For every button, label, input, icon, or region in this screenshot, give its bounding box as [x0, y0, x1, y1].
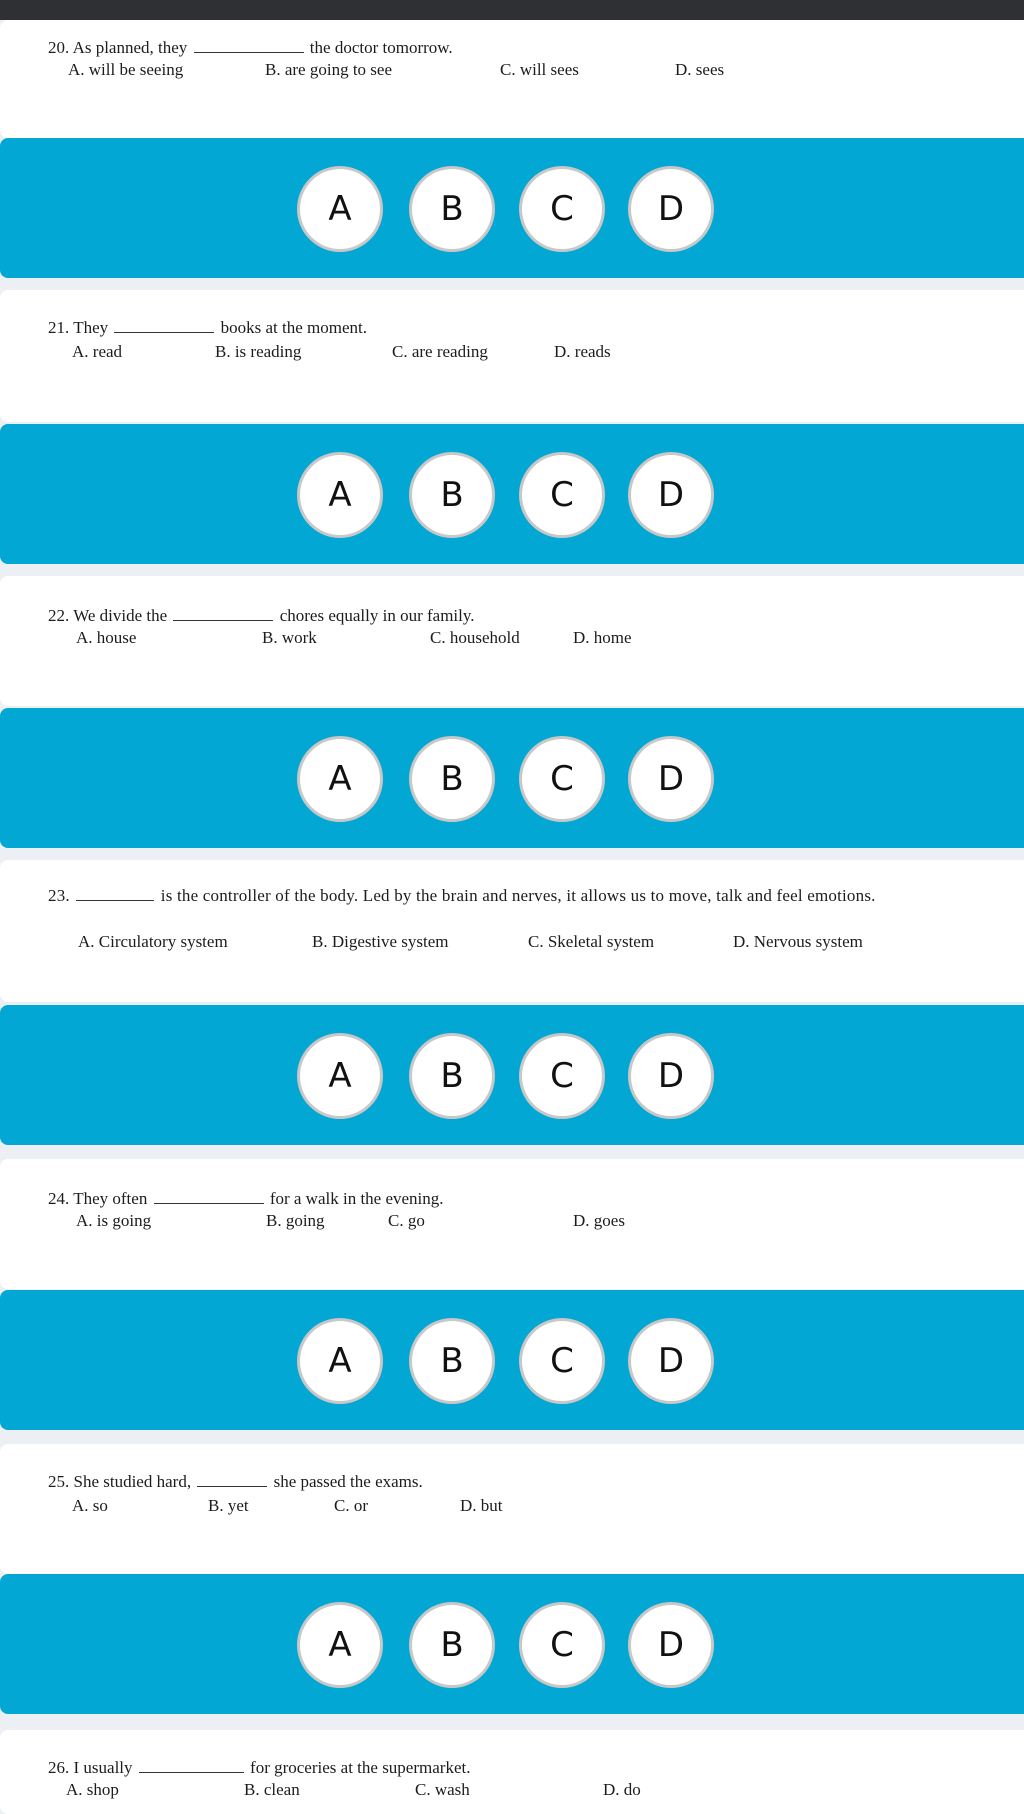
option-a: A. read	[72, 342, 123, 361]
answer-button-a[interactable]: A	[297, 1318, 383, 1404]
option-b: B. are going to see	[265, 60, 392, 79]
answer-button-b[interactable]: B	[409, 1033, 495, 1119]
question-card-25	[0, 1444, 1024, 1574]
option-c: C. wash	[415, 1780, 470, 1799]
option-a: A. will be seeing	[68, 60, 184, 79]
answer-panel-20	[0, 138, 1024, 278]
answer-panel-21	[0, 424, 1024, 564]
answer-panel-25	[0, 1574, 1024, 1714]
answer-panel-24	[0, 1290, 1024, 1430]
answer-button-a[interactable]: A	[297, 452, 383, 538]
question-text	[48, 1189, 444, 1209]
question-after: chores equally in our family.	[279, 606, 475, 625]
answer-button-b[interactable]: B	[409, 736, 495, 822]
answer-panel-23	[0, 1005, 1024, 1145]
answer-blank	[139, 1772, 244, 1773]
option-d: D. sees	[675, 60, 725, 79]
option-d: D. but	[460, 1496, 503, 1515]
question-number: 20.	[48, 38, 70, 57]
question-number: 21.	[48, 318, 70, 337]
question-card-20	[0, 20, 1024, 138]
question-card-24	[0, 1159, 1024, 1289]
answer-button-d[interactable]: D	[628, 1033, 714, 1119]
question-card-22	[0, 576, 1024, 706]
option-c: C. Skeletal system	[528, 932, 655, 951]
question-card-21	[0, 290, 1024, 422]
question-before: They often	[73, 1189, 148, 1208]
question-after: for groceries at the supermarket.	[250, 1758, 471, 1777]
question-before: She studied hard,	[73, 1472, 192, 1491]
option-d: D. do	[603, 1780, 641, 1799]
question-text	[48, 1758, 470, 1778]
option-a: A. shop	[66, 1780, 119, 1799]
answer-button-c[interactable]: C	[519, 166, 605, 252]
question-number: 22.	[48, 606, 70, 625]
option-d: D. Nervous system	[733, 932, 863, 951]
question-number: 24.	[48, 1189, 70, 1208]
question-before: I usually	[73, 1758, 133, 1777]
option-c: C. will sees	[500, 60, 579, 79]
question-after: is the controller of the body. Led by the brain and nerves, it allows us to move, talk and feel emotions.	[160, 886, 876, 905]
question-text	[48, 38, 453, 58]
answer-blank	[194, 52, 304, 53]
answer-button-a[interactable]: A	[297, 1602, 383, 1688]
answer-button-a[interactable]: A	[297, 1033, 383, 1119]
question-text	[48, 886, 948, 906]
option-c: C. go	[388, 1211, 425, 1230]
question-after: for a walk in the evening.	[269, 1189, 444, 1208]
question-text	[48, 606, 475, 626]
top-status-bar	[0, 0, 1024, 20]
answer-panel-22	[0, 708, 1024, 848]
option-c: C. household	[430, 628, 520, 647]
answer-button-b[interactable]: B	[409, 1602, 495, 1688]
option-a: A. house	[76, 628, 137, 647]
question-card-26	[0, 1730, 1024, 1814]
answer-blank	[173, 620, 273, 621]
option-a: A. so	[72, 1496, 108, 1515]
option-a: A. is going	[76, 1211, 152, 1230]
answer-button-d[interactable]: D	[628, 1602, 714, 1688]
answer-button-d[interactable]: D	[628, 452, 714, 538]
option-d: D. home	[573, 628, 632, 647]
answer-button-c[interactable]: C	[519, 452, 605, 538]
option-c: C. are reading	[392, 342, 488, 361]
answer-blank	[154, 1203, 264, 1204]
question-before: They	[73, 318, 109, 337]
question-after: she passed the exams.	[273, 1472, 423, 1491]
question-card-23	[0, 860, 1024, 1002]
question-before: As planned, they	[72, 38, 188, 57]
option-b: B. is reading	[215, 342, 302, 361]
answer-button-b[interactable]: B	[409, 1318, 495, 1404]
answer-button-c[interactable]: C	[519, 736, 605, 822]
option-b: B. Digestive system	[312, 932, 449, 951]
answer-blank	[76, 900, 154, 901]
option-c: C. or	[334, 1496, 368, 1515]
question-number: 25.	[48, 1472, 70, 1491]
question-number: 23.	[48, 886, 70, 905]
answer-blank	[197, 1486, 267, 1487]
question-text	[48, 1472, 423, 1492]
answer-button-d[interactable]: D	[628, 166, 714, 252]
option-d: D. reads	[554, 342, 611, 361]
question-before: We divide the	[73, 606, 168, 625]
answer-button-c[interactable]: C	[519, 1033, 605, 1119]
answer-button-c[interactable]: C	[519, 1602, 605, 1688]
option-b: B. clean	[244, 1780, 300, 1799]
answer-button-a[interactable]: A	[297, 166, 383, 252]
question-after: books at the moment.	[220, 318, 368, 337]
question-text	[48, 318, 367, 338]
answer-button-d[interactable]: D	[628, 1318, 714, 1404]
option-b: B. yet	[208, 1496, 249, 1515]
answer-button-c[interactable]: C	[519, 1318, 605, 1404]
option-a: A. Circulatory system	[78, 932, 228, 951]
answer-button-b[interactable]: B	[409, 452, 495, 538]
question-after: the doctor tomorrow.	[309, 38, 453, 57]
option-b: B. going	[266, 1211, 325, 1230]
answer-button-d[interactable]: D	[628, 736, 714, 822]
option-d: D. goes	[573, 1211, 625, 1230]
answer-blank	[114, 332, 214, 333]
answer-button-b[interactable]: B	[409, 166, 495, 252]
option-b: B. work	[262, 628, 317, 647]
answer-button-a[interactable]: A	[297, 736, 383, 822]
question-number: 26.	[48, 1758, 70, 1777]
